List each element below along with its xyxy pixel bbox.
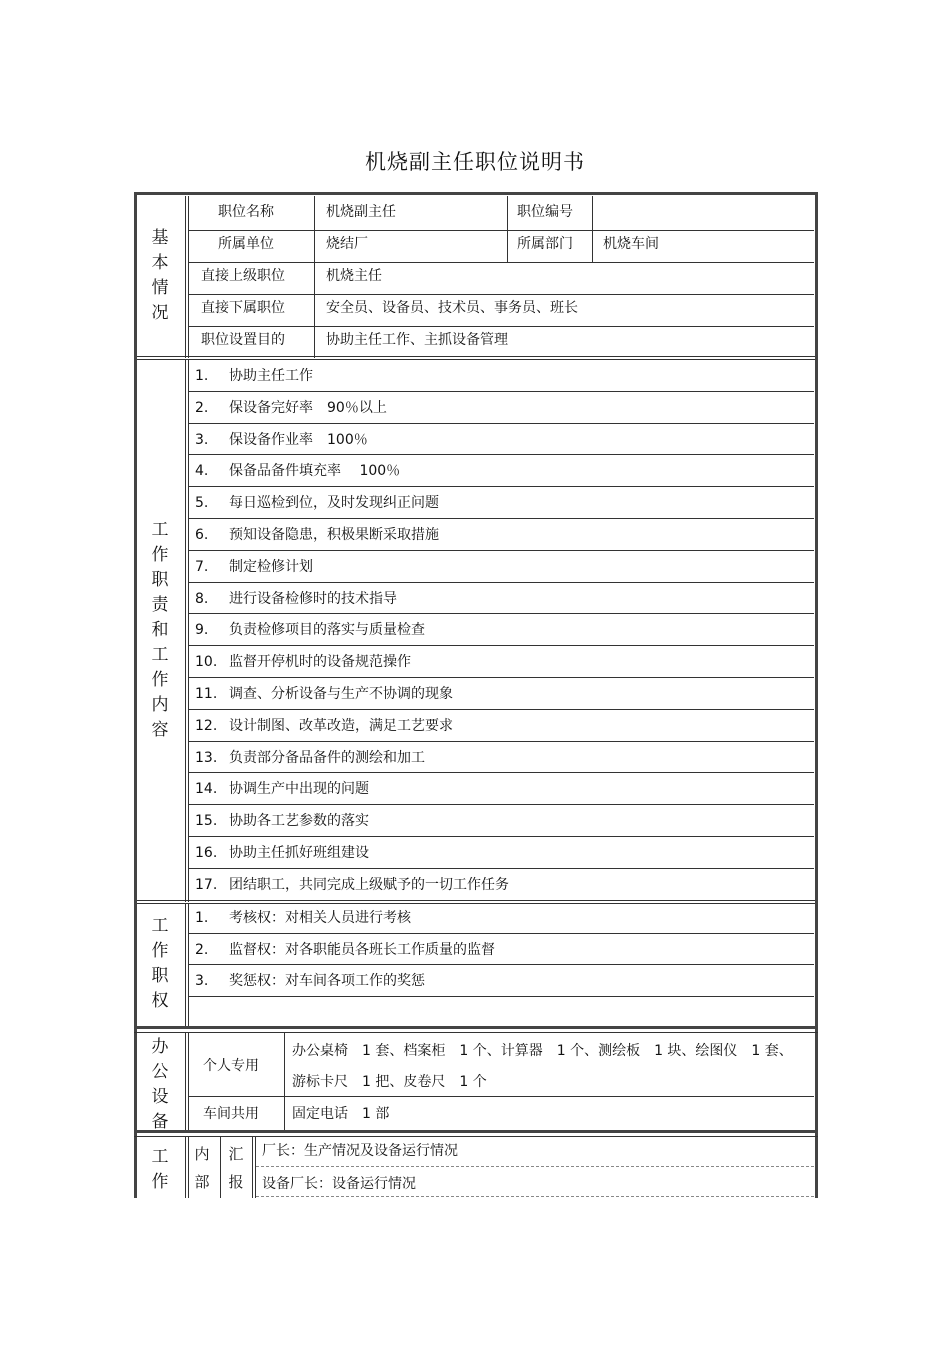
item-number: 8.	[195, 590, 209, 607]
list-item	[195, 431, 368, 449]
item-text: 负责检修项目的落实与质量检查	[229, 622, 425, 639]
section-label: 工 作 职 权	[151, 916, 169, 1011]
divider	[188, 550, 814, 551]
list-item	[195, 494, 439, 512]
divider	[314, 196, 315, 358]
item-number: 1.	[195, 368, 209, 384]
item-text: 考核权：对相关人员进行考核	[229, 910, 411, 926]
divider	[188, 391, 814, 392]
shared-value: 固定电话 1 部	[292, 1106, 390, 1122]
internal-label: 内 部	[194, 1145, 210, 1191]
section-label: 办 公 设 备	[151, 1037, 169, 1132]
item-number: 2.	[195, 941, 209, 958]
item-number: 1.	[195, 910, 209, 926]
item-number: 7.	[195, 558, 209, 575]
list-item	[195, 621, 425, 639]
item-text: 设计制图、改革改造，满足工艺要求	[229, 717, 453, 734]
list-item	[195, 972, 425, 990]
divider	[185, 196, 189, 358]
field-label: 直接上级职位	[201, 268, 285, 284]
divider	[188, 326, 814, 327]
list-item	[195, 367, 313, 385]
item-number: 4.	[195, 463, 209, 480]
field-value: 机烧副主任	[326, 204, 396, 220]
field-value: 机烧主任	[326, 268, 382, 284]
divider	[507, 230, 508, 263]
item-text: 监督开停机时的设备规范操作	[229, 654, 411, 671]
relation-line: 设备厂长：设备运行情况	[262, 1176, 416, 1192]
item-number: 9.	[195, 622, 209, 639]
item-text: 负责部分备品备件的测绘和加工	[229, 749, 425, 766]
item-text: 调查、分析设备与生产不协调的现象	[229, 686, 453, 702]
divider	[256, 1166, 814, 1167]
divider	[188, 582, 814, 583]
divider	[188, 230, 814, 231]
list-item	[195, 653, 411, 671]
divider	[188, 486, 814, 487]
item-text: 监督权：对各职能员各班长工作质量的监督	[229, 941, 495, 958]
divider	[188, 613, 814, 614]
list-item	[195, 717, 453, 735]
item-number: 17.	[195, 876, 218, 893]
divider	[188, 677, 814, 678]
list-item	[195, 876, 509, 894]
item-text: 保设备完好率 90％以上	[229, 399, 387, 416]
item-number: 3.	[195, 431, 209, 448]
divider	[592, 196, 593, 231]
field-label: 所属单位	[218, 236, 274, 252]
item-number: 12.	[195, 717, 218, 734]
item-text: 奖惩权：对车间各项工作的奖惩	[229, 973, 425, 989]
item-number: 2.	[195, 399, 209, 416]
personal-label: 个人专用	[203, 1058, 259, 1074]
item-text: 制定检修计划	[229, 558, 313, 575]
item-text: 预知设备隐患，积极果断采取措施	[229, 527, 439, 543]
divider	[188, 804, 814, 805]
item-number: 10.	[195, 654, 218, 671]
divider	[188, 996, 814, 997]
item-text: 协助主任工作	[229, 368, 313, 384]
divider	[188, 518, 814, 519]
list-item	[195, 462, 400, 480]
field-label: 所属部门	[517, 236, 573, 252]
section-label: 基 本 情 况	[151, 228, 169, 323]
field-label: 直接下属职位	[201, 300, 285, 316]
item-text: 每日巡检到位，及时发现纠正问题	[229, 495, 439, 512]
divider	[188, 423, 814, 424]
divider	[188, 772, 814, 773]
field-label: 职位编号	[517, 204, 573, 220]
field-value: 机烧车间	[603, 236, 659, 252]
item-text: 团结职工，共同完成上级赋予的一切工作任务	[229, 876, 509, 893]
list-item	[195, 941, 495, 959]
list-item	[195, 558, 313, 576]
item-number: 14.	[195, 781, 218, 798]
divider	[188, 262, 814, 263]
item-text: 协调生产中出现的问题	[229, 781, 369, 798]
item-number: 6.	[195, 527, 209, 543]
list-item	[195, 844, 369, 862]
divider	[188, 294, 814, 295]
item-text: 协助各工艺参数的落实	[229, 813, 369, 830]
field-value: 烧结厂	[326, 236, 368, 252]
section-divider	[137, 900, 815, 904]
divider	[188, 1096, 814, 1097]
section-label: 工 作	[151, 1147, 169, 1192]
divider	[252, 1136, 256, 1198]
divider	[220, 1136, 221, 1198]
divider	[188, 454, 814, 455]
personal-value: 办公桌椅 1 套、档案柜 1 个、计算器 1 个、测绘板 1 块、绘图仪 1 套、	[292, 1043, 793, 1059]
item-number: 13.	[195, 749, 218, 766]
divider	[188, 645, 814, 646]
divider	[188, 868, 814, 869]
item-text: 保备品备件填充率 100％	[229, 463, 401, 480]
field-value: 协助主任工作、主抓设备管理	[326, 332, 508, 348]
divider	[188, 933, 814, 934]
item-number: 11.	[195, 686, 218, 702]
item-number: 5.	[195, 495, 209, 512]
item-text: 协助主任抓好班组建设	[229, 845, 369, 861]
relation-line: 厂长：生产情况及设备运行情况	[262, 1143, 458, 1159]
list-item	[195, 780, 369, 798]
list-item	[195, 812, 369, 830]
divider	[185, 1032, 189, 1132]
item-number: 15.	[195, 813, 218, 830]
list-item	[195, 526, 439, 544]
personal-value: 游标卡尺 1 把、皮卷尺 1 个	[292, 1074, 487, 1090]
item-number: 16.	[195, 845, 218, 861]
section-divider	[134, 1130, 818, 1137]
field-label: 职位设置目的	[201, 332, 285, 348]
shared-label: 车间共用	[203, 1106, 259, 1122]
divider	[256, 1196, 814, 1197]
item-text: 进行设备检修时的技术指导	[229, 590, 397, 607]
page-title: 机烧副主任职位说明书	[365, 150, 585, 174]
divider	[188, 836, 814, 837]
report-label: 汇 报	[228, 1145, 244, 1191]
divider	[507, 196, 508, 231]
list-item	[195, 590, 397, 608]
divider	[185, 1136, 189, 1198]
section-divider	[137, 356, 815, 360]
item-text: 保设备作业率 100％	[229, 431, 368, 448]
divider	[592, 230, 593, 263]
field-label: 职位名称	[218, 204, 274, 220]
divider	[284, 1032, 285, 1132]
list-item	[195, 909, 411, 927]
divider	[188, 741, 814, 742]
section-label: 工 作 职 责 和 工 作 内 容	[151, 520, 169, 740]
item-number: 3.	[195, 973, 209, 989]
divider	[188, 964, 814, 965]
list-item	[195, 399, 387, 417]
divider	[185, 904, 189, 1026]
section-divider	[134, 1026, 818, 1033]
list-item	[195, 749, 425, 767]
divider	[185, 360, 189, 902]
field-value: 安全员、设备员、技术员、事务员、班长	[326, 300, 578, 316]
list-item	[195, 685, 453, 703]
divider	[188, 709, 814, 710]
